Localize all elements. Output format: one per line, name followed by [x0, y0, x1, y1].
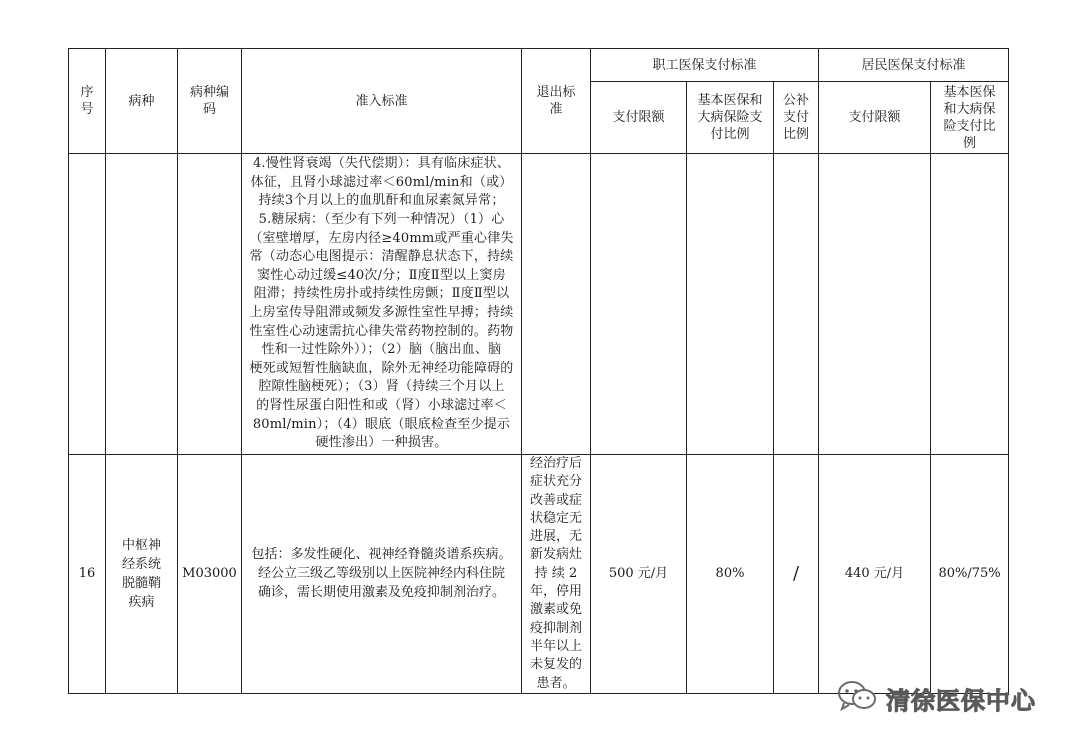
row-employee-public-ratio: /	[774, 455, 819, 694]
row-disease-code: M03000	[178, 455, 242, 694]
cell-empty	[69, 154, 106, 455]
header-admission-criteria: 准入标准	[242, 49, 522, 154]
row-resident-limit: 440 元/月	[819, 455, 931, 694]
cell-empty	[106, 154, 178, 455]
row-disease-name: 中枢神 经系统 脱髓鞘 疾病	[106, 455, 178, 694]
header-resident-limit: 支付限额	[819, 82, 931, 154]
cell-empty	[819, 154, 931, 455]
header-exit-criteria: 退出标 准	[522, 49, 591, 154]
cell-empty	[931, 154, 1009, 455]
header-employee-insurance: 职工医保支付标准	[591, 49, 819, 82]
watermark	[836, 678, 1036, 718]
row-admission-criteria: 包括：多发性硬化、视神经脊髓炎谱系疾病。 经公立三级乙等级别以上医院神经内科住院 确诊，需长期使用激素及免疫抑制剂治疗。	[242, 455, 522, 694]
header-resident-insurance: 居民医保支付标准	[819, 49, 1009, 82]
table-row-continued	[69, 154, 1009, 455]
header-code: 病种编 码	[178, 49, 242, 154]
admission-criteria-continued: 4.慢性肾衰竭（失代偿期）：具有临床症状、 体征，且肾小球滤过率＜60ml/min和（或） 持续3个月以上的血肌酐和血尿素氮异常； 5.糖尿病：（至少有下列一种情况）（1）心 （室壁增厚，左房内径≥40mm或严重心律失 常（动态心电图提示：清醒静息状态下，持续 窦性心动过缓≤40次/分；Ⅱ度Ⅱ型以上窦房 阻滞；持续性房扑或持续性房颤；Ⅱ度Ⅱ型以 上房室传导阻滞或频发多源性室性早搏；持续 性室性心动速需抗心律失常药物控制的。药物 性和一过性除外））；（2）脑（脑出血、脑 梗死或短暂性脑缺血，除外无神经功能障碍的 腔隙性脑梗死）；（3）肾（持续三个月以上 的肾性尿蛋白阳性和或（肾）小球滤过率＜ 80ml/min）；（4）眼底（眼底检查至少提示 硬性渗出）一种损害。	[242, 154, 522, 455]
row-exit-criteria: 经治疗后 症状充分 改善或症 状稳定无 进展，无 新发病灶 持 续 2 年，停用 激素或免 疫抑制剂 半年以上 未复发的 患者。	[522, 455, 591, 694]
header-index: 序 号	[69, 49, 106, 154]
table-row-16	[69, 455, 1009, 694]
cell-empty	[687, 154, 774, 455]
header-disease: 病种	[106, 49, 178, 154]
header-resident-ratio: 基本医保 和大病保 险支付比 例	[931, 82, 1009, 154]
header-employee-ratio: 基本医保和 大病保险支 付比例	[687, 82, 774, 154]
watermark-text: 清徐医保中心	[886, 686, 1036, 715]
row-resident-ratio: 80%/75%	[931, 455, 1009, 694]
row-employee-limit: 500 元/月	[591, 455, 687, 694]
payment-standard-table	[68, 48, 1009, 694]
cell-empty	[178, 154, 242, 455]
row-index: 16	[69, 455, 106, 694]
header-employee-public-ratio: 公补 支付 比例	[774, 82, 819, 154]
header-employee-limit: 支付限额	[591, 82, 687, 154]
row-employee-ratio: 80%	[687, 455, 774, 694]
wechat-logo-icon	[836, 679, 878, 717]
cell-empty	[522, 154, 591, 455]
cell-empty	[591, 154, 687, 455]
header-row-1	[69, 49, 1009, 82]
cell-empty	[774, 154, 819, 455]
